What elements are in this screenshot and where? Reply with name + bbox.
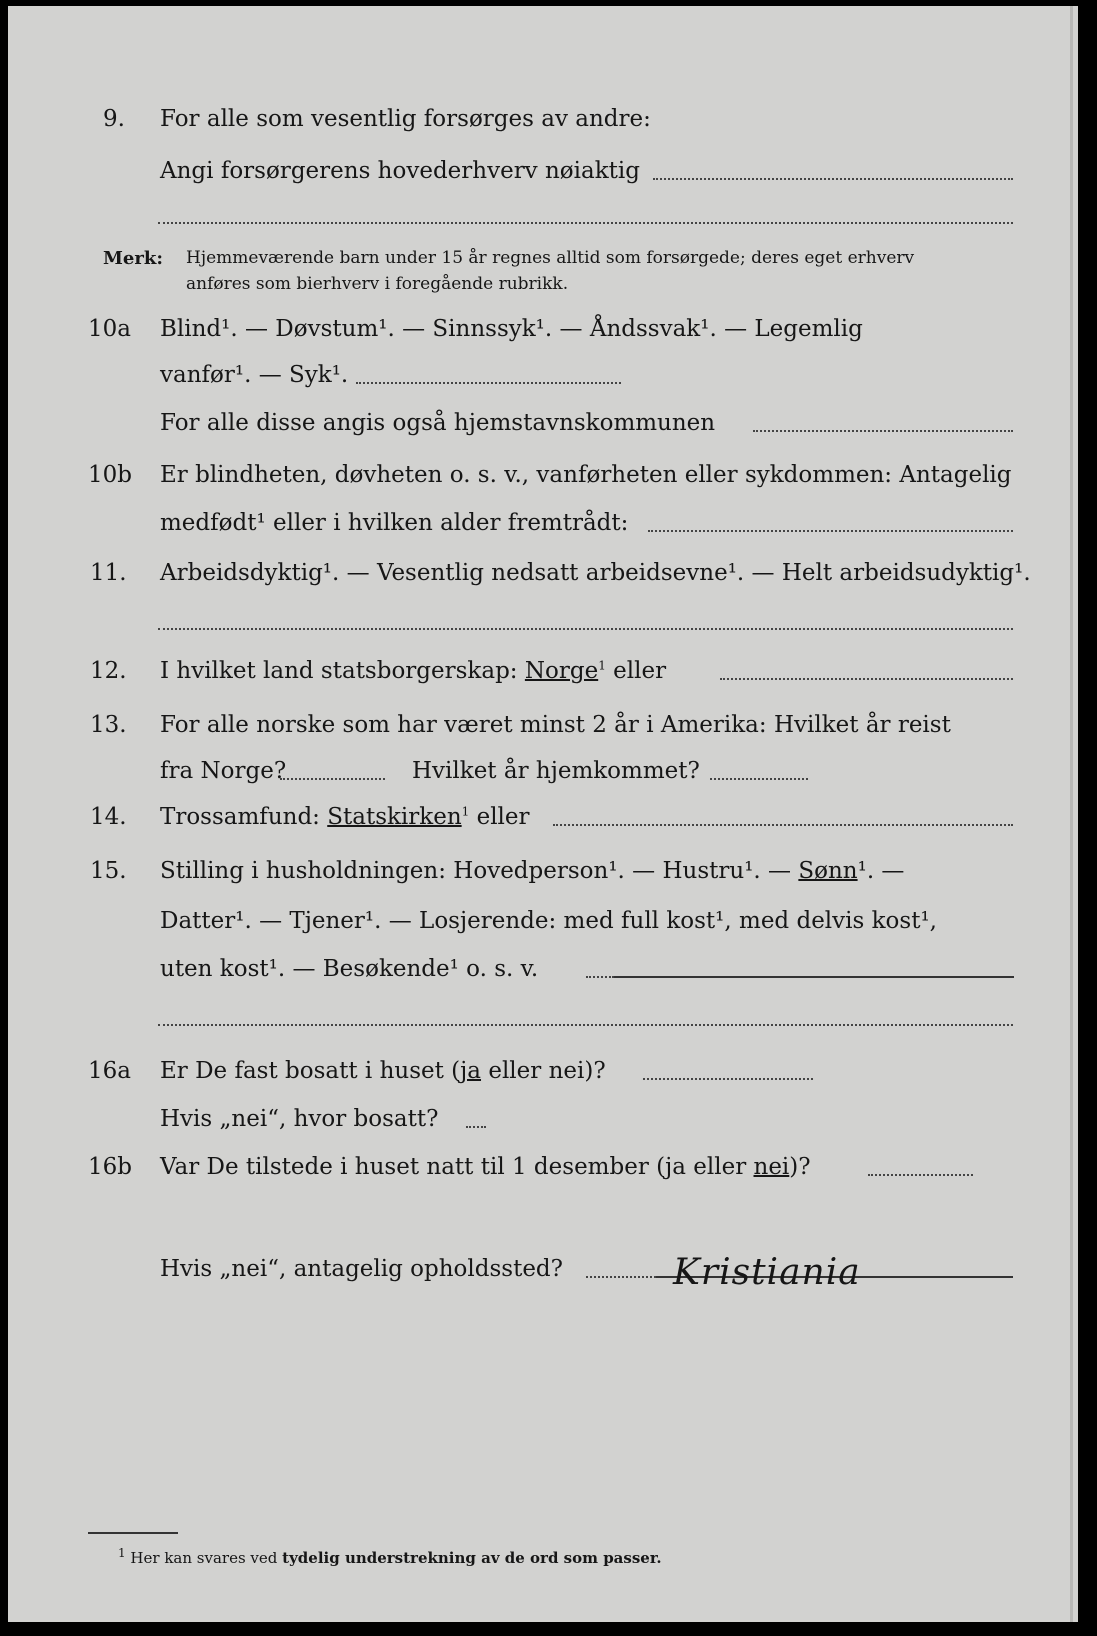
item-12-eller: eller: [613, 658, 667, 684]
item-11-answer-line: [158, 628, 1013, 630]
item-15-dots: [586, 976, 614, 978]
item-14-sup: 1: [461, 804, 470, 819]
item-15-number: 15.: [90, 858, 127, 884]
footnote-text: Her kan svares ved: [130, 1549, 278, 1567]
item-14-eller: eller: [476, 804, 530, 830]
item-15-sonn-suffix: ¹. —: [857, 858, 905, 884]
item-10b-line-2: medfødt¹ eller i hvilken alder fremtrådt:: [160, 510, 629, 536]
item-10b-line-1: Er blindheten, døvheten o. s. v., vanførheten eller sykdommen: Antagelig: [160, 462, 1012, 488]
footnote-mark: 1: [118, 1546, 126, 1560]
item-14-number: 14.: [90, 804, 127, 830]
item-14-question: Trossamfund:: [160, 804, 320, 830]
item-16a-question-end: eller nei)?: [481, 1058, 606, 1084]
item-16a-answer-line: [643, 1078, 813, 1080]
item-9-answer-line: [653, 178, 1013, 180]
item-10a-number: 10a: [88, 316, 131, 342]
item-14-answer-line: [553, 824, 1013, 826]
item-16b-line-2: Hvis „nei“, antagelig opholdssted?: [160, 1256, 563, 1282]
item-10a-answer-line: [356, 382, 621, 384]
item-10a-home-line: [753, 430, 1013, 432]
item-11-number: 11.: [90, 560, 127, 586]
item-16b-answer-line: [868, 1174, 973, 1176]
item-13-line-2b: Hvilket år hjemkommet?: [412, 758, 700, 784]
item-15-sonn-underlined: Sønn: [798, 858, 858, 884]
item-10b-number: 10b: [88, 462, 132, 488]
item-16b-dots: [586, 1276, 656, 1278]
item-12-number: 12.: [90, 658, 127, 684]
item-11-line: Arbeidsdyktig¹. — Vesentlig nedsatt arbeidsevne¹. — Helt arbeidsudyktig¹.: [160, 560, 1031, 586]
footnote-bold-text: tydelig understrekning av de ord som passer.: [282, 1549, 662, 1567]
item-16b-nei-underlined: nei: [753, 1154, 790, 1180]
item-10a-line-3: For alle disse angis også hjemstavnskommunen: [160, 410, 716, 436]
item-10b-answer-line: [648, 530, 1013, 532]
footnote: [118, 1546, 662, 1567]
item-9-subquestion: Angi forsørgerens hovederhverv nøiaktig: [160, 158, 640, 184]
item-16b-number: 16b: [88, 1154, 132, 1180]
footnote-rule: [88, 1532, 178, 1534]
item-13-reist-line: [280, 778, 385, 780]
item-16b-question-end: )?: [789, 1154, 811, 1180]
item-16b-question: Var De tilstede i huset natt til 1 desember (ja eller: [160, 1154, 754, 1180]
item-14-line: [160, 804, 530, 830]
item-13-hjem-line: [710, 778, 808, 780]
note-text-2: anføres som bierhverv i foregående rubrikk.: [186, 274, 569, 294]
item-12-norge-underlined: Norge: [524, 658, 599, 684]
page-fold: [1070, 6, 1073, 1622]
item-9-answer-line-2: [158, 222, 1013, 224]
item-16a-number: 16a: [88, 1058, 131, 1084]
item-16a-line-2: Hvis „nei“, hvor bosatt?: [160, 1106, 439, 1132]
item-16a-bosatt-line: [466, 1126, 486, 1128]
census-form-page: [8, 6, 1078, 1622]
item-16a-ja-underlined: ja: [460, 1058, 482, 1084]
item-15-answer-line-2: [158, 1024, 1013, 1026]
item-16a-line-1: [160, 1058, 606, 1084]
note-label: Merk:: [103, 248, 163, 269]
item-10a-line-2: vanfør¹. — Syk¹.: [160, 362, 349, 388]
item-16b-line-1: [160, 1154, 811, 1180]
item-12-answer-line: [720, 678, 1013, 680]
item-15-line-2: Datter¹. — Tjener¹. — Losjerende: med full kost¹, med delvis kost¹,: [160, 908, 937, 934]
item-10a-line-1: Blind¹. — Døvstum¹. — Sinnssyk¹. — Åndssvak¹. — Legemlig: [160, 316, 863, 342]
item-15-answer-stroke: [614, 976, 1014, 978]
item-15-question: Stilling i husholdningen: Hovedperson¹. — Hustru¹. —: [160, 858, 792, 884]
item-13-number: 13.: [90, 712, 127, 738]
note-text-1: Hjemmeværende barn under 15 år regnes alltid som forsørgede; deres eget erhverv: [186, 248, 915, 268]
item-12-line: [160, 658, 666, 684]
item-15-line-1: [160, 858, 904, 884]
item-15-line-3: uten kost¹. — Besøkende¹ o. s. v.: [160, 956, 539, 982]
item-13-line-2a: fra Norge?: [160, 758, 287, 784]
item-13-line-1: For alle norske som har været minst 2 år i Amerika: Hvilket år reist: [160, 712, 951, 738]
item-12-question: I hvilket land statsborgerskap:: [160, 658, 518, 684]
item-12-sup: 1: [598, 658, 606, 673]
item-14-statskirken-underlined: Statskirken: [327, 804, 462, 830]
item-16a-question: Er De fast bosatt i huset (: [160, 1058, 461, 1084]
item-9-question: For alle som vesentlig forsørges av andre:: [160, 106, 651, 132]
item-9-number: 9.: [103, 106, 125, 132]
handwritten-answer-kristiania: Kristiania: [673, 1252, 861, 1293]
